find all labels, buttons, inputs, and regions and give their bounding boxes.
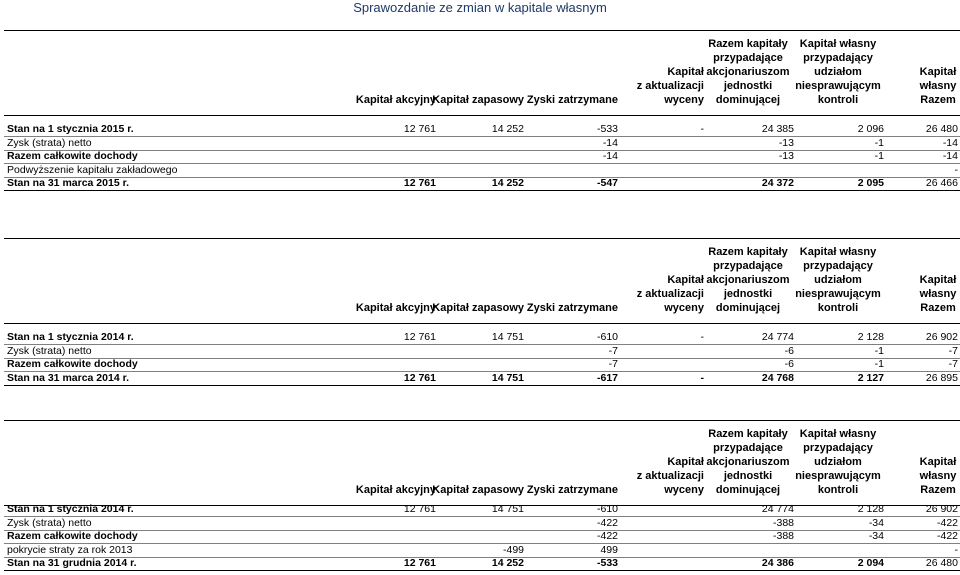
- header-retained-earnings: Zyski zatrzymane: [526, 94, 618, 106]
- cell-col-4: -6: [784, 358, 794, 371]
- header-supplementary-capital: Kapitał zapasowy: [432, 484, 524, 496]
- cell-col-1: 14 751: [491, 371, 524, 384]
- cell-col-5: 2 096: [857, 123, 884, 135]
- cell-col-0: 12 761: [403, 371, 436, 384]
- cell-col-3: -: [700, 371, 704, 384]
- header-share-capital: Kapitał akcyjny: [355, 302, 436, 314]
- cell-col-4: 24 774: [761, 503, 794, 515]
- row-label: Stan na 31 marca 2015 r.: [7, 177, 129, 190]
- cell-col-2: -7: [608, 344, 618, 357]
- cell-col-1: -499: [502, 543, 524, 556]
- header-supplementary-capital: Kapitał zapasowy: [432, 302, 524, 314]
- row-label: Razem całkowite dochody: [7, 358, 138, 371]
- cell-col-6: -7: [948, 344, 958, 357]
- row-label: Zysk (strata) netto: [7, 344, 92, 357]
- cell-col-6: 26 466: [925, 177, 958, 190]
- cell-col-0: 12 761: [403, 331, 436, 343]
- cell-col-2: -422: [596, 530, 618, 543]
- row-label: Zysk (strata) netto: [7, 516, 92, 529]
- row-label: Razem całkowite dochody: [7, 150, 138, 163]
- cell-col-6: 26 480: [925, 123, 958, 135]
- cell-col-4: -388: [772, 530, 794, 543]
- header-revaluation-capital: Kapitał z aktualizacji wyceny: [636, 456, 704, 496]
- cell-col-4: -6: [784, 344, 794, 357]
- cell-col-2: 499: [600, 543, 618, 556]
- cell-col-5: 2 094: [857, 557, 884, 570]
- cell-col-2: -533: [596, 557, 618, 570]
- cell-col-1: 14 751: [491, 331, 524, 343]
- header-non-controlling-interest: Kapitał własny przypadający udziałom niesprawującym kontroli: [795, 38, 881, 106]
- cell-col-6: 26 895: [925, 371, 958, 384]
- table-header: [4, 238, 960, 324]
- cell-col-2: -533: [596, 123, 618, 135]
- cell-col-5: -34: [868, 516, 884, 529]
- table-row: [4, 556, 960, 571]
- cell-col-2: -610: [596, 331, 618, 343]
- cell-col-4: -13: [778, 136, 794, 149]
- row-label: pokrycie straty za rok 2013: [7, 543, 133, 556]
- cell-col-6: -14: [942, 136, 958, 149]
- cell-col-0: 12 761: [403, 557, 436, 570]
- cell-col-4: 24 768: [761, 371, 794, 384]
- header-supplementary-capital: Kapitał zapasowy: [432, 94, 524, 106]
- cell-col-6: 26 902: [925, 331, 958, 343]
- cell-col-2: -14: [602, 150, 618, 163]
- report-title: Sprawozdanie ze zmian w kapitale własnym: [353, 0, 607, 15]
- row-label: Zysk (strata) netto: [7, 136, 92, 149]
- row-label: Stan na 1 stycznia 2015 r.: [7, 123, 134, 135]
- header-parent-equity-total: Razem kapitały przypadające akcjonariuszom jednostki dominującej: [706, 246, 790, 314]
- header-total-equity: Kapitał własny Razem: [919, 66, 957, 106]
- row-label: Stan na 31 marca 2014 r.: [7, 371, 129, 384]
- header-non-controlling-interest: Kapitał własny przypadający udziałom niesprawującym kontroli: [795, 246, 881, 314]
- cell-col-4: 24 372: [761, 177, 794, 190]
- cell-col-5: 2 127: [857, 371, 884, 384]
- cell-col-5: -1: [874, 344, 884, 357]
- cell-col-2: -610: [596, 503, 618, 515]
- cell-col-6: -422: [936, 516, 958, 529]
- cell-col-6: -: [954, 543, 958, 556]
- cell-col-6: 26 480: [925, 557, 958, 570]
- cell-col-1: 14 252: [491, 177, 524, 190]
- cell-col-5: -1: [874, 136, 884, 149]
- row-label: Stan na 1 stycznia 2014 r.: [7, 331, 134, 343]
- cell-col-4: -13: [778, 150, 794, 163]
- header-total-equity: Kapitał własny Razem: [919, 456, 957, 496]
- header-share-capital: Kapitał akcyjny: [355, 94, 436, 106]
- header-parent-equity-total: Razem kapitały przypadające akcjonariuszom jednostki dominującej: [706, 428, 790, 496]
- cell-col-4: 24 774: [761, 331, 794, 343]
- cell-col-4: 24 385: [761, 123, 794, 135]
- header-parent-equity-total: Razem kapitały przypadające akcjonariuszom jednostki dominującej: [706, 38, 790, 106]
- header-total-equity: Kapitał własny Razem: [919, 274, 957, 314]
- cell-col-2: -617: [596, 371, 618, 384]
- cell-col-2: -422: [596, 516, 618, 529]
- cell-col-3: -: [700, 123, 704, 135]
- cell-col-5: -1: [874, 358, 884, 371]
- table-row: [4, 371, 960, 386]
- cell-col-0: 12 761: [403, 177, 436, 190]
- cell-col-6: -: [954, 163, 958, 176]
- row-label: Podwyższenie kapitału zakładowego: [7, 163, 178, 176]
- cell-col-5: 2 128: [857, 503, 884, 515]
- table-row: [4, 176, 960, 191]
- cell-col-4: -388: [772, 516, 794, 529]
- row-label: Stan na 31 grudnia 2014 r.: [7, 557, 137, 570]
- cell-col-0: 12 761: [403, 503, 436, 515]
- cell-col-5: 2 095: [857, 177, 884, 190]
- cell-col-1: 14 751: [491, 503, 524, 515]
- cell-col-1: 14 252: [491, 557, 524, 570]
- cell-col-3: -: [700, 331, 704, 343]
- header-non-controlling-interest: Kapitał własny przypadający udziałom niesprawującym kontroli: [795, 428, 881, 496]
- cell-col-0: 12 761: [403, 123, 436, 135]
- cell-col-5: 2 128: [857, 331, 884, 343]
- header-share-capital: Kapitał akcyjny: [355, 484, 436, 496]
- table-header: [4, 30, 960, 116]
- header-revaluation-capital: Kapitał z aktualizacji wyceny: [636, 274, 704, 314]
- cell-col-5: -34: [868, 530, 884, 543]
- header-retained-earnings: Zyski zatrzymane: [526, 302, 618, 314]
- table-header: [4, 420, 960, 506]
- cell-col-6: 26 902: [925, 503, 958, 515]
- cell-col-2: -547: [596, 177, 618, 190]
- header-retained-earnings: Zyski zatrzymane: [526, 484, 618, 496]
- cell-col-4: 24 386: [761, 557, 794, 570]
- cell-col-2: -7: [608, 358, 618, 371]
- cell-col-5: -1: [874, 150, 884, 163]
- cell-col-1: 14 252: [491, 123, 524, 135]
- header-revaluation-capital: Kapitał z aktualizacji wyceny: [636, 66, 704, 106]
- cell-col-6: -422: [936, 530, 958, 543]
- cell-col-6: -14: [942, 150, 958, 163]
- cell-col-6: -7: [948, 358, 958, 371]
- row-label: Razem całkowite dochody: [7, 530, 138, 543]
- cell-col-2: -14: [602, 136, 618, 149]
- row-label: Stan na 1 stycznia 2014 r.: [7, 503, 134, 515]
